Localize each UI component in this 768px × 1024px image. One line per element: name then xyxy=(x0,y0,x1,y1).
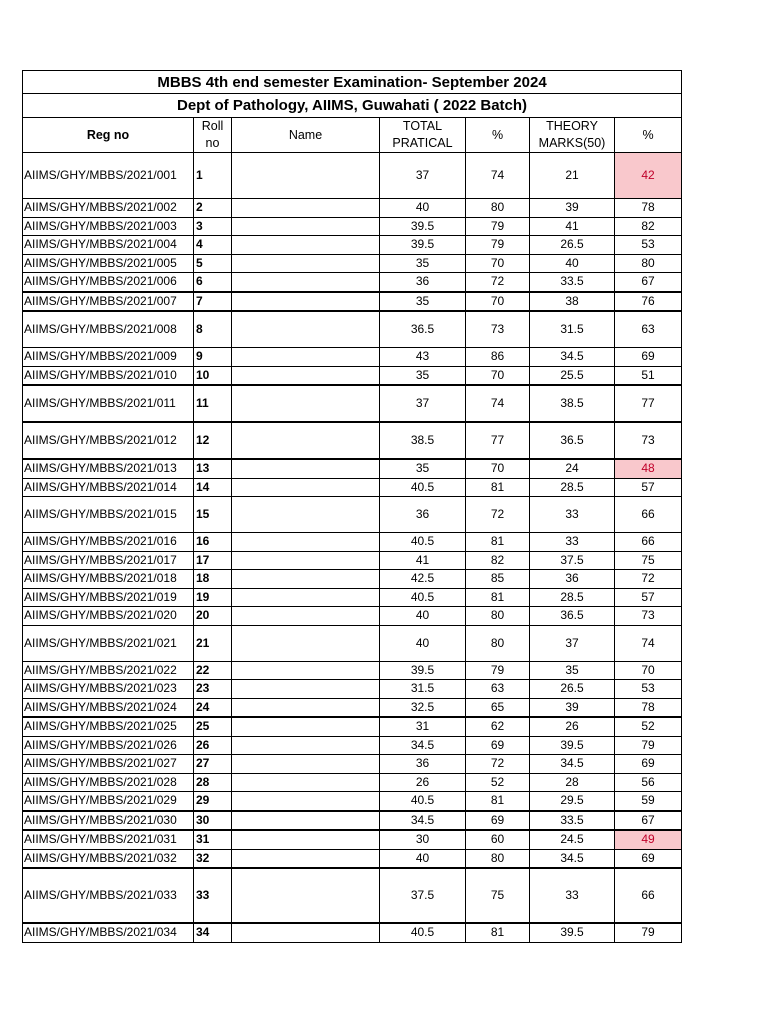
theory-marks-cell: 33 xyxy=(530,497,615,533)
reg-no-cell: AIIMS/GHY/MBBS/2021/010 xyxy=(23,366,194,385)
practical-percent-cell: 74 xyxy=(466,385,530,422)
table-row xyxy=(23,217,682,236)
name-cell xyxy=(232,551,380,570)
reg-no-cell: AIIMS/GHY/MBBS/2021/025 xyxy=(23,717,194,736)
name-cell xyxy=(232,292,380,312)
total-practical-cell: 40 xyxy=(380,199,466,218)
sheet-title: MBBS 4th end semester Examination- September 2024 xyxy=(23,71,682,94)
total-practical-cell: 31.5 xyxy=(380,680,466,699)
total-practical-cell: 43 xyxy=(380,348,466,367)
name-cell xyxy=(232,366,380,385)
practical-percent-cell: 70 xyxy=(466,292,530,312)
roll-no-cell: 18 xyxy=(194,570,232,589)
practical-percent-cell: 63 xyxy=(466,680,530,699)
practical-percent-cell: 72 xyxy=(466,273,530,292)
roll-no-cell: 34 xyxy=(194,923,232,942)
roll-no-cell: 29 xyxy=(194,792,232,811)
theory-percent-cell: 73 xyxy=(615,422,682,459)
roll-no-cell: 7 xyxy=(194,292,232,312)
theory-percent-cell: 69 xyxy=(615,849,682,868)
name-cell xyxy=(232,680,380,699)
roll-no-cell: 14 xyxy=(194,478,232,497)
total-practical-cell: 31 xyxy=(380,717,466,736)
table-row xyxy=(23,570,682,589)
reg-no-cell: AIIMS/GHY/MBBS/2021/014 xyxy=(23,478,194,497)
practical-percent-cell: 72 xyxy=(466,755,530,774)
roll-no-cell: 3 xyxy=(194,217,232,236)
reg-no-cell: AIIMS/GHY/MBBS/2021/018 xyxy=(23,570,194,589)
reg-no-cell: AIIMS/GHY/MBBS/2021/034 xyxy=(23,923,194,942)
practical-percent-cell: 81 xyxy=(466,792,530,811)
name-cell xyxy=(232,773,380,792)
table-row xyxy=(23,755,682,774)
roll-no-cell: 30 xyxy=(194,811,232,831)
theory-percent-cell: 78 xyxy=(615,199,682,218)
table-row xyxy=(23,199,682,218)
theory-marks-cell: 36 xyxy=(530,570,615,589)
total-practical-cell: 39.5 xyxy=(380,217,466,236)
total-practical-cell: 37 xyxy=(380,385,466,422)
roll-no-cell: 8 xyxy=(194,311,232,348)
roll-no-cell: 2 xyxy=(194,199,232,218)
reg-no-cell: AIIMS/GHY/MBBS/2021/013 xyxy=(23,459,194,478)
name-cell xyxy=(232,588,380,607)
reg-no-cell: AIIMS/GHY/MBBS/2021/031 xyxy=(23,830,194,849)
roll-no-cell: 4 xyxy=(194,236,232,255)
roll-no-cell: 33 xyxy=(194,868,232,923)
reg-no-cell: AIIMS/GHY/MBBS/2021/006 xyxy=(23,273,194,292)
roll-no-cell: 9 xyxy=(194,348,232,367)
name-cell xyxy=(232,868,380,923)
reg-no-cell: AIIMS/GHY/MBBS/2021/001 xyxy=(23,153,194,199)
table-row xyxy=(23,385,682,422)
table-row xyxy=(23,588,682,607)
reg-no-cell: AIIMS/GHY/MBBS/2021/015 xyxy=(23,497,194,533)
total-practical-cell: 40.5 xyxy=(380,923,466,942)
theory-marks-cell: 33.5 xyxy=(530,273,615,292)
roll-no-cell: 17 xyxy=(194,551,232,570)
name-cell xyxy=(232,478,380,497)
roll-no-cell: 24 xyxy=(194,698,232,717)
reg-no-cell: AIIMS/GHY/MBBS/2021/024 xyxy=(23,698,194,717)
name-cell xyxy=(232,811,380,831)
reg-no-cell: AIIMS/GHY/MBBS/2021/009 xyxy=(23,348,194,367)
theory-marks-cell: 31.5 xyxy=(530,311,615,348)
practical-percent-cell: 79 xyxy=(466,217,530,236)
roll-no-cell: 5 xyxy=(194,254,232,273)
reg-no-cell: AIIMS/GHY/MBBS/2021/005 xyxy=(23,254,194,273)
theory-marks-cell: 26 xyxy=(530,717,615,736)
practical-percent-cell: 70 xyxy=(466,254,530,273)
total-practical-cell: 36 xyxy=(380,755,466,774)
reg-no-cell: AIIMS/GHY/MBBS/2021/019 xyxy=(23,588,194,607)
total-practical-cell: 34.5 xyxy=(380,736,466,755)
theory-marks-cell: 34.5 xyxy=(530,755,615,774)
theory-marks-cell: 25.5 xyxy=(530,366,615,385)
reg-no-cell: AIIMS/GHY/MBBS/2021/022 xyxy=(23,661,194,680)
name-cell xyxy=(232,199,380,218)
header-name: Name xyxy=(232,118,380,153)
roll-no-cell: 15 xyxy=(194,497,232,533)
theory-percent-cell: 80 xyxy=(615,254,682,273)
reg-no-cell: AIIMS/GHY/MBBS/2021/016 xyxy=(23,533,194,552)
table-row xyxy=(23,811,682,831)
practical-percent-cell: 69 xyxy=(466,811,530,831)
roll-no-cell: 25 xyxy=(194,717,232,736)
total-practical-cell: 35 xyxy=(380,292,466,312)
theory-marks-cell: 33.5 xyxy=(530,811,615,831)
name-cell xyxy=(232,792,380,811)
theory-percent-cell: 66 xyxy=(615,868,682,923)
practical-percent-cell: 69 xyxy=(466,736,530,755)
theory-marks-cell: 26.5 xyxy=(530,236,615,255)
roll-no-cell: 26 xyxy=(194,736,232,755)
theory-marks-cell: 39.5 xyxy=(530,923,615,942)
roll-no-cell: 1 xyxy=(194,153,232,199)
theory-marks-cell: 34.5 xyxy=(530,849,615,868)
total-practical-cell: 36 xyxy=(380,497,466,533)
table-row xyxy=(23,236,682,255)
roll-no-cell: 27 xyxy=(194,755,232,774)
reg-no-cell: AIIMS/GHY/MBBS/2021/002 xyxy=(23,199,194,218)
reg-no-cell: AIIMS/GHY/MBBS/2021/028 xyxy=(23,773,194,792)
reg-no-cell: AIIMS/GHY/MBBS/2021/021 xyxy=(23,625,194,661)
name-cell xyxy=(232,273,380,292)
results-table xyxy=(22,70,682,943)
theory-marks-cell: 28.5 xyxy=(530,588,615,607)
table-row xyxy=(23,273,682,292)
table-row xyxy=(23,311,682,348)
header-theory-marks: THEORY MARKS(50) xyxy=(530,118,615,153)
theory-marks-cell: 24.5 xyxy=(530,830,615,849)
reg-no-cell: AIIMS/GHY/MBBS/2021/008 xyxy=(23,311,194,348)
name-cell xyxy=(232,849,380,868)
total-practical-cell: 40 xyxy=(380,625,466,661)
theory-percent-cell: 53 xyxy=(615,680,682,699)
theory-percent-cell: 52 xyxy=(615,717,682,736)
name-cell xyxy=(232,311,380,348)
theory-marks-cell: 36.5 xyxy=(530,607,615,626)
roll-no-cell: 11 xyxy=(194,385,232,422)
name-cell xyxy=(232,736,380,755)
reg-no-cell: AIIMS/GHY/MBBS/2021/011 xyxy=(23,385,194,422)
reg-no-cell: AIIMS/GHY/MBBS/2021/026 xyxy=(23,736,194,755)
theory-marks-cell: 37.5 xyxy=(530,551,615,570)
reg-no-cell: AIIMS/GHY/MBBS/2021/023 xyxy=(23,680,194,699)
practical-percent-cell: 65 xyxy=(466,698,530,717)
theory-percent-cell: 79 xyxy=(615,736,682,755)
theory-marks-cell: 41 xyxy=(530,217,615,236)
theory-marks-cell: 39 xyxy=(530,199,615,218)
header-total-practical: TOTAL PRATICAL xyxy=(380,118,466,153)
name-cell xyxy=(232,254,380,273)
table-row xyxy=(23,661,682,680)
table-row xyxy=(23,736,682,755)
total-practical-cell: 40 xyxy=(380,607,466,626)
practical-percent-cell: 81 xyxy=(466,533,530,552)
roll-no-cell: 12 xyxy=(194,422,232,459)
theory-percent-cell: 66 xyxy=(615,497,682,533)
reg-no-cell: AIIMS/GHY/MBBS/2021/020 xyxy=(23,607,194,626)
theory-marks-cell: 35 xyxy=(530,661,615,680)
practical-percent-cell: 80 xyxy=(466,625,530,661)
theory-marks-cell: 33 xyxy=(530,533,615,552)
table-row xyxy=(23,698,682,717)
theory-marks-cell: 24 xyxy=(530,459,615,478)
theory-percent-cell: 48 xyxy=(615,459,682,478)
theory-percent-cell: 59 xyxy=(615,792,682,811)
sheet-subtitle: Dept of Pathology, AIIMS, Guwahati ( 2022 Batch) xyxy=(23,94,682,118)
table-row xyxy=(23,868,682,923)
theory-percent-cell: 77 xyxy=(615,385,682,422)
theory-marks-cell: 29.5 xyxy=(530,792,615,811)
table-row xyxy=(23,717,682,736)
theory-percent-cell: 74 xyxy=(615,625,682,661)
name-cell xyxy=(232,607,380,626)
table-row xyxy=(23,292,682,312)
roll-no-cell: 22 xyxy=(194,661,232,680)
table-row xyxy=(23,551,682,570)
practical-percent-cell: 72 xyxy=(466,497,530,533)
roll-no-cell: 21 xyxy=(194,625,232,661)
theory-percent-cell: 57 xyxy=(615,588,682,607)
table-row xyxy=(23,422,682,459)
table-row xyxy=(23,153,682,199)
practical-percent-cell: 70 xyxy=(466,366,530,385)
name-cell xyxy=(232,661,380,680)
practical-percent-cell: 62 xyxy=(466,717,530,736)
total-practical-cell: 35 xyxy=(380,366,466,385)
total-practical-cell: 40.5 xyxy=(380,792,466,811)
theory-marks-cell: 36.5 xyxy=(530,422,615,459)
table-row xyxy=(23,254,682,273)
roll-no-cell: 28 xyxy=(194,773,232,792)
theory-percent-cell: 66 xyxy=(615,533,682,552)
roll-no-cell: 31 xyxy=(194,830,232,849)
total-practical-cell: 39.5 xyxy=(380,236,466,255)
table-row xyxy=(23,607,682,626)
name-cell xyxy=(232,385,380,422)
header-practical-percent: % xyxy=(466,118,530,153)
header-row xyxy=(23,118,682,153)
name-cell xyxy=(232,422,380,459)
total-practical-cell: 26 xyxy=(380,773,466,792)
name-cell xyxy=(232,570,380,589)
roll-no-cell: 20 xyxy=(194,607,232,626)
practical-percent-cell: 60 xyxy=(466,830,530,849)
theory-marks-cell: 39 xyxy=(530,698,615,717)
theory-percent-cell: 67 xyxy=(615,811,682,831)
practical-percent-cell: 81 xyxy=(466,923,530,942)
theory-percent-cell: 82 xyxy=(615,217,682,236)
practical-percent-cell: 70 xyxy=(466,459,530,478)
table-row xyxy=(23,348,682,367)
theory-percent-cell: 49 xyxy=(615,830,682,849)
practical-percent-cell: 80 xyxy=(466,849,530,868)
table-row xyxy=(23,923,682,942)
total-practical-cell: 40.5 xyxy=(380,588,466,607)
theory-percent-cell: 79 xyxy=(615,923,682,942)
theory-marks-cell: 26.5 xyxy=(530,680,615,699)
header-theory-percent: % xyxy=(615,118,682,153)
reg-no-cell: AIIMS/GHY/MBBS/2021/032 xyxy=(23,849,194,868)
theory-marks-cell: 28 xyxy=(530,773,615,792)
reg-no-cell: AIIMS/GHY/MBBS/2021/027 xyxy=(23,755,194,774)
roll-no-cell: 32 xyxy=(194,849,232,868)
theory-percent-cell: 73 xyxy=(615,607,682,626)
results-body xyxy=(23,153,682,943)
theory-marks-cell: 40 xyxy=(530,254,615,273)
practical-percent-cell: 74 xyxy=(466,153,530,199)
theory-percent-cell: 51 xyxy=(615,366,682,385)
roll-no-cell: 16 xyxy=(194,533,232,552)
total-practical-cell: 37.5 xyxy=(380,868,466,923)
table-row xyxy=(23,478,682,497)
reg-no-cell: AIIMS/GHY/MBBS/2021/033 xyxy=(23,868,194,923)
roll-no-cell: 13 xyxy=(194,459,232,478)
reg-no-cell: AIIMS/GHY/MBBS/2021/007 xyxy=(23,292,194,312)
theory-percent-cell: 69 xyxy=(615,348,682,367)
name-cell xyxy=(232,459,380,478)
practical-percent-cell: 79 xyxy=(466,661,530,680)
theory-percent-cell: 75 xyxy=(615,551,682,570)
reg-no-cell: AIIMS/GHY/MBBS/2021/017 xyxy=(23,551,194,570)
theory-percent-cell: 63 xyxy=(615,311,682,348)
name-cell xyxy=(232,533,380,552)
total-practical-cell: 34.5 xyxy=(380,811,466,831)
total-practical-cell: 38.5 xyxy=(380,422,466,459)
total-practical-cell: 36 xyxy=(380,273,466,292)
total-practical-cell: 41 xyxy=(380,551,466,570)
theory-percent-cell: 67 xyxy=(615,273,682,292)
practical-percent-cell: 80 xyxy=(466,607,530,626)
theory-marks-cell: 37 xyxy=(530,625,615,661)
practical-percent-cell: 85 xyxy=(466,570,530,589)
header-reg-no: Reg no xyxy=(23,118,194,153)
table-row xyxy=(23,497,682,533)
roll-no-cell: 6 xyxy=(194,273,232,292)
roll-no-cell: 23 xyxy=(194,680,232,699)
name-cell xyxy=(232,153,380,199)
total-practical-cell: 35 xyxy=(380,254,466,273)
practical-percent-cell: 81 xyxy=(466,478,530,497)
theory-percent-cell: 76 xyxy=(615,292,682,312)
header-roll-no: Roll no xyxy=(194,118,232,153)
reg-no-cell: AIIMS/GHY/MBBS/2021/030 xyxy=(23,811,194,831)
table-row xyxy=(23,830,682,849)
theory-marks-cell: 34.5 xyxy=(530,348,615,367)
reg-no-cell: AIIMS/GHY/MBBS/2021/003 xyxy=(23,217,194,236)
table-row xyxy=(23,792,682,811)
name-cell xyxy=(232,755,380,774)
theory-percent-cell: 56 xyxy=(615,773,682,792)
practical-percent-cell: 73 xyxy=(466,311,530,348)
theory-percent-cell: 57 xyxy=(615,478,682,497)
total-practical-cell: 35 xyxy=(380,459,466,478)
theory-percent-cell: 72 xyxy=(615,570,682,589)
theory-percent-cell: 78 xyxy=(615,698,682,717)
total-practical-cell: 39.5 xyxy=(380,661,466,680)
practical-percent-cell: 77 xyxy=(466,422,530,459)
theory-marks-cell: 33 xyxy=(530,868,615,923)
name-cell xyxy=(232,698,380,717)
name-cell xyxy=(232,348,380,367)
reg-no-cell: AIIMS/GHY/MBBS/2021/029 xyxy=(23,792,194,811)
table-row xyxy=(23,366,682,385)
name-cell xyxy=(232,923,380,942)
name-cell xyxy=(232,625,380,661)
practical-percent-cell: 81 xyxy=(466,588,530,607)
theory-marks-cell: 38 xyxy=(530,292,615,312)
total-practical-cell: 40.5 xyxy=(380,533,466,552)
theory-marks-cell: 38.5 xyxy=(530,385,615,422)
table-row xyxy=(23,533,682,552)
theory-percent-cell: 53 xyxy=(615,236,682,255)
theory-marks-cell: 39.5 xyxy=(530,736,615,755)
name-cell xyxy=(232,497,380,533)
name-cell xyxy=(232,830,380,849)
theory-percent-cell: 70 xyxy=(615,661,682,680)
theory-marks-cell: 28.5 xyxy=(530,478,615,497)
practical-percent-cell: 79 xyxy=(466,236,530,255)
table-row xyxy=(23,849,682,868)
theory-percent-cell: 69 xyxy=(615,755,682,774)
reg-no-cell: AIIMS/GHY/MBBS/2021/012 xyxy=(23,422,194,459)
roll-no-cell: 19 xyxy=(194,588,232,607)
reg-no-cell: AIIMS/GHY/MBBS/2021/004 xyxy=(23,236,194,255)
total-practical-cell: 37 xyxy=(380,153,466,199)
total-practical-cell: 32.5 xyxy=(380,698,466,717)
results-sheet xyxy=(22,70,681,943)
practical-percent-cell: 82 xyxy=(466,551,530,570)
table-row xyxy=(23,459,682,478)
theory-percent-cell: 42 xyxy=(615,153,682,199)
table-row xyxy=(23,773,682,792)
total-practical-cell: 40.5 xyxy=(380,478,466,497)
practical-percent-cell: 52 xyxy=(466,773,530,792)
practical-percent-cell: 80 xyxy=(466,199,530,218)
table-row xyxy=(23,680,682,699)
name-cell xyxy=(232,236,380,255)
roll-no-cell: 10 xyxy=(194,366,232,385)
practical-percent-cell: 75 xyxy=(466,868,530,923)
total-practical-cell: 36.5 xyxy=(380,311,466,348)
total-practical-cell: 40 xyxy=(380,849,466,868)
total-practical-cell: 30 xyxy=(380,830,466,849)
name-cell xyxy=(232,217,380,236)
theory-marks-cell: 21 xyxy=(530,153,615,199)
practical-percent-cell: 86 xyxy=(466,348,530,367)
name-cell xyxy=(232,717,380,736)
total-practical-cell: 42.5 xyxy=(380,570,466,589)
table-row xyxy=(23,625,682,661)
